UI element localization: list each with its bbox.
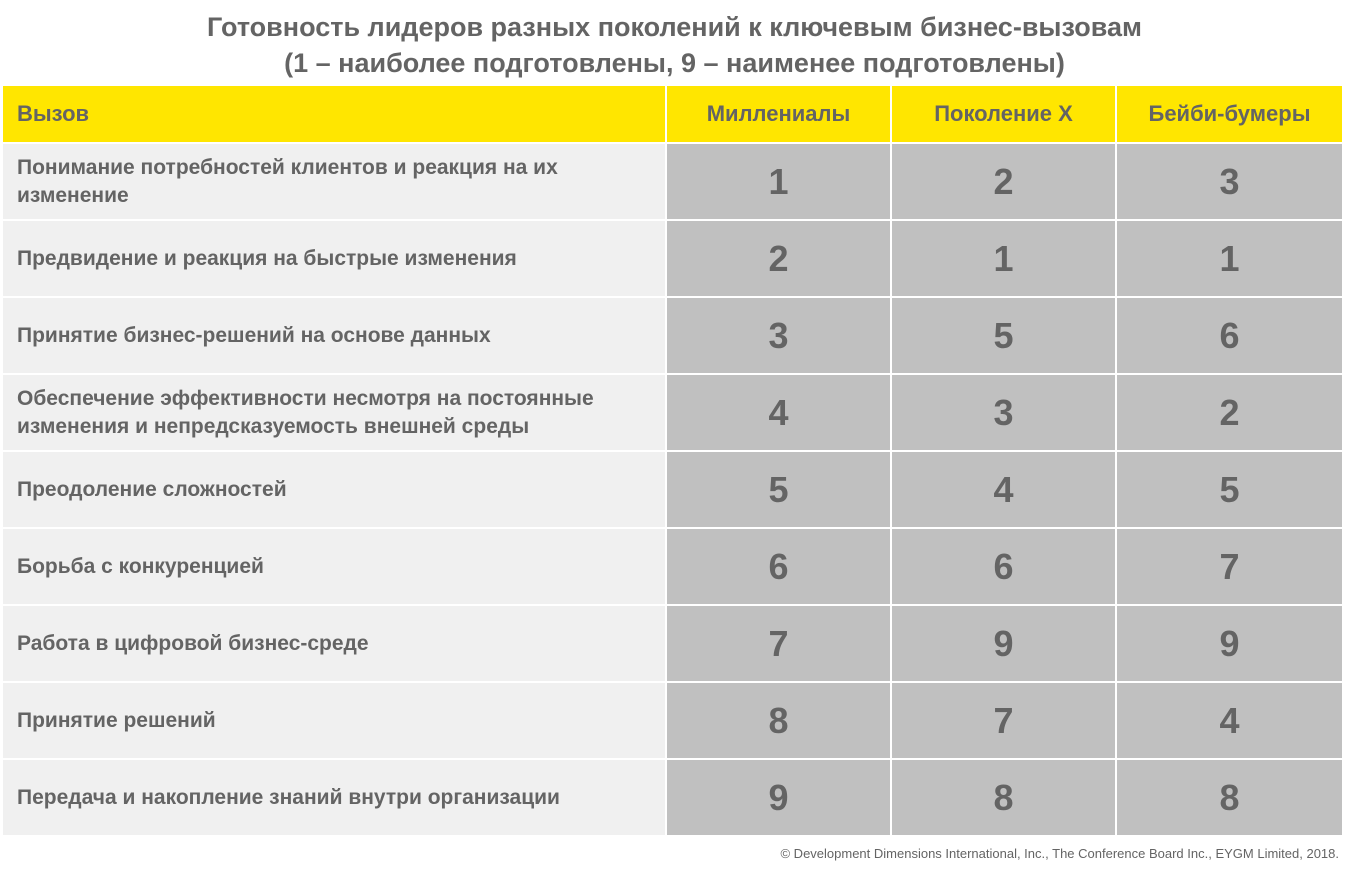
table-row <box>3 606 1342 683</box>
rank-table <box>3 86 1342 837</box>
challenge-label: Преодоление сложностей <box>3 452 667 529</box>
rank-baby-boomers: 8 <box>1117 760 1342 837</box>
rank-gen-x: 3 <box>892 375 1117 452</box>
rank-gen-x: 2 <box>892 144 1117 221</box>
rank-baby-boomers: 1 <box>1117 221 1342 298</box>
rank-gen-x: 6 <box>892 529 1117 606</box>
rank-baby-boomers: 6 <box>1117 298 1342 375</box>
rank-gen-x: 8 <box>892 760 1117 837</box>
table-row <box>3 452 1342 529</box>
table-row <box>3 683 1342 760</box>
rank-gen-x: 9 <box>892 606 1117 683</box>
challenge-label: Понимание потребностей клиентов и реакция на их изменение <box>3 144 667 221</box>
source-note: © Development Dimensions International, Inc., The Conference Board Inc., EYGM Limited, 2018. <box>780 846 1339 861</box>
challenge-label: Работа в цифровой бизнес-среде <box>3 606 667 683</box>
table-body <box>3 144 1342 837</box>
table-row <box>3 298 1342 375</box>
challenge-label: Обеспечение эффективности несмотря на постоянные изменения и непредсказуемость внешней среды <box>3 375 667 452</box>
column-header-baby-boomers: Бейби-бумеры <box>1117 86 1342 144</box>
rank-millennials: 2 <box>667 221 892 298</box>
rank-millennials: 7 <box>667 606 892 683</box>
challenge-label: Принятие бизнес-решений на основе данных <box>3 298 667 375</box>
rank-gen-x: 4 <box>892 452 1117 529</box>
rank-millennials: 6 <box>667 529 892 606</box>
challenge-label: Предвидение и реакция на быстрые изменения <box>3 221 667 298</box>
rank-millennials: 5 <box>667 452 892 529</box>
rank-millennials: 8 <box>667 683 892 760</box>
rank-gen-x: 7 <box>892 683 1117 760</box>
rank-baby-boomers: 9 <box>1117 606 1342 683</box>
rank-millennials: 4 <box>667 375 892 452</box>
column-header-gen-x: Поколение X <box>892 86 1117 144</box>
column-header-challenge: Вызов <box>3 86 667 144</box>
rank-baby-boomers: 4 <box>1117 683 1342 760</box>
table-row <box>3 529 1342 606</box>
rank-millennials: 3 <box>667 298 892 375</box>
column-header-millennials: Миллениалы <box>667 86 892 144</box>
table-row <box>3 221 1342 298</box>
chart-title-line2: (1 – наиболее подготовлены, 9 – наименее подготовлены) <box>284 48 1065 78</box>
rank-gen-x: 1 <box>892 221 1117 298</box>
table-row <box>3 144 1342 221</box>
rank-baby-boomers: 5 <box>1117 452 1342 529</box>
rank-millennials: 1 <box>667 144 892 221</box>
rank-baby-boomers: 3 <box>1117 144 1342 221</box>
rank-millennials: 9 <box>667 760 892 837</box>
rank-baby-boomers: 7 <box>1117 529 1342 606</box>
header-row <box>3 86 1342 144</box>
challenge-label: Передача и накопление знаний внутри организации <box>3 760 667 837</box>
chart-title-line1: Готовность лидеров разных поколений к ключевым бизнес-вызовам <box>207 12 1142 42</box>
rank-baby-boomers: 2 <box>1117 375 1342 452</box>
challenge-label: Борьба с конкуренцией <box>3 529 667 606</box>
challenge-label: Принятие решений <box>3 683 667 760</box>
rank-gen-x: 5 <box>892 298 1117 375</box>
table-row <box>3 375 1342 452</box>
table-row <box>3 760 1342 837</box>
